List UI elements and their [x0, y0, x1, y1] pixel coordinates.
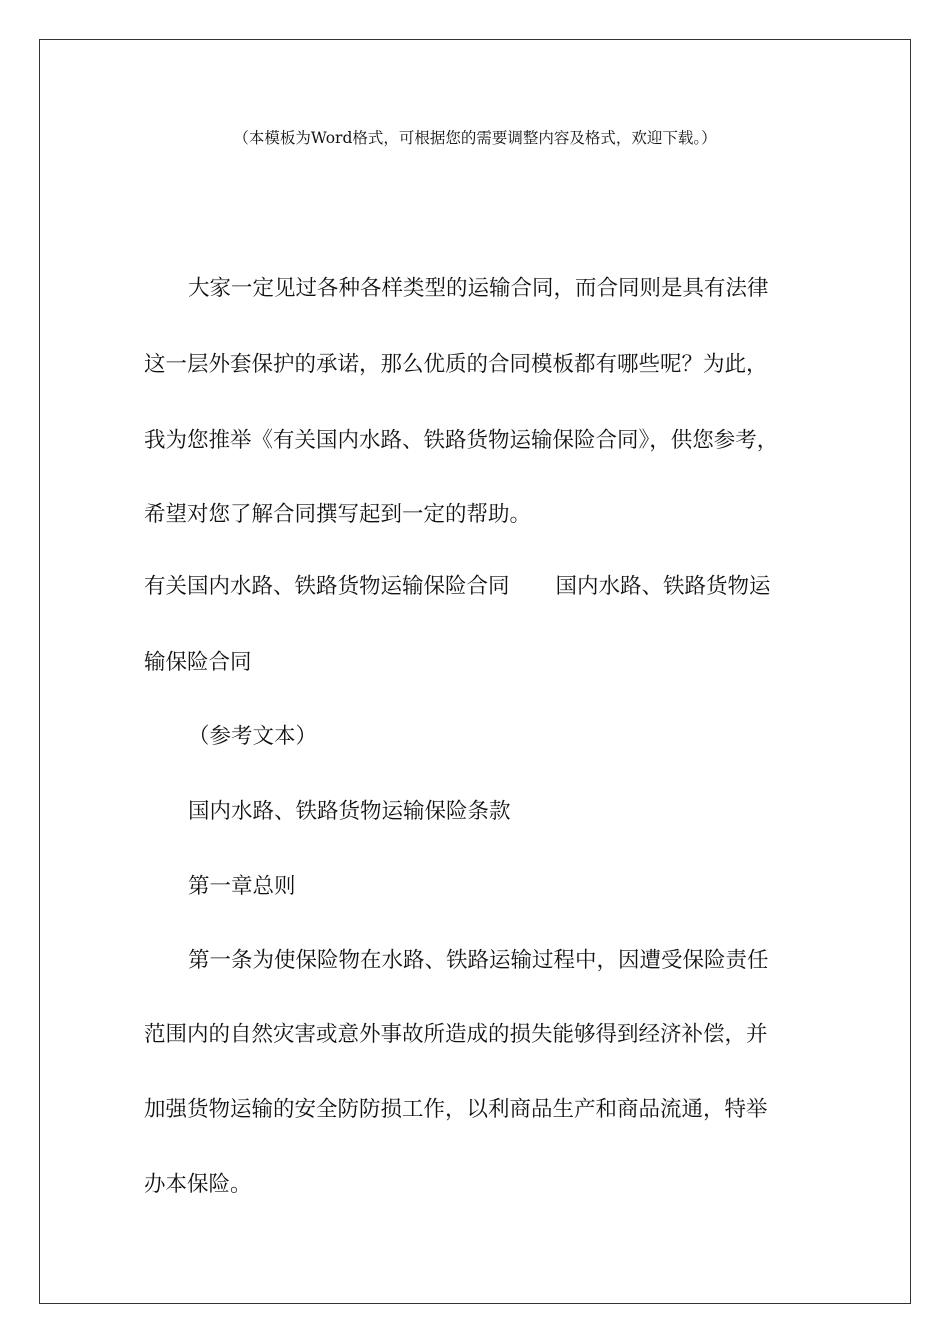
- article-1-line-3: 加强货物运输的安全防防损工作，以利商品生产和商品流通，特举: [144, 1097, 768, 1122]
- reference-text-label: （参考文本）: [188, 724, 318, 749]
- clause-title: 国内水路、铁路货物运输保险条款: [188, 799, 511, 824]
- contract-title-cont: 输保险合同: [144, 650, 252, 675]
- intro-line-1: 大家一定见过各种各样类型的运输合同，而合同则是具有法律: [188, 276, 769, 301]
- intro-line-2: 这一层外套保护的承诺，那么优质的合同模板都有哪些呢？为此，: [144, 352, 768, 377]
- contract-title: 有关国内水路、铁路货物运输保险合同: [144, 574, 510, 599]
- intro-line-3: 我为您推举《有关国内水路、铁路货物运输保险合同》，供您参考，: [144, 428, 779, 453]
- contract-title-line: [144, 572, 771, 602]
- chapter-heading: 第一章总则: [188, 874, 296, 899]
- template-note: （本模板为Word格式，可根据您的需要调整内容及格式，欢迎下载。）: [233, 129, 717, 147]
- article-1-line-1: 第一条为使保险物在水路、铁路运输过程中，因遭受保险责任: [188, 948, 769, 973]
- contract-title-repeat: 国内水路、铁路货物运: [555, 574, 771, 599]
- article-1-line-4: 办本保险。: [144, 1172, 252, 1197]
- article-1-line-2: 范围内的自然灾害或意外事故所造成的损失能够得到经济补偿，并: [144, 1022, 768, 1047]
- intro-line-4: 希望对您了解合同撰写起到一定的帮助。: [144, 502, 532, 527]
